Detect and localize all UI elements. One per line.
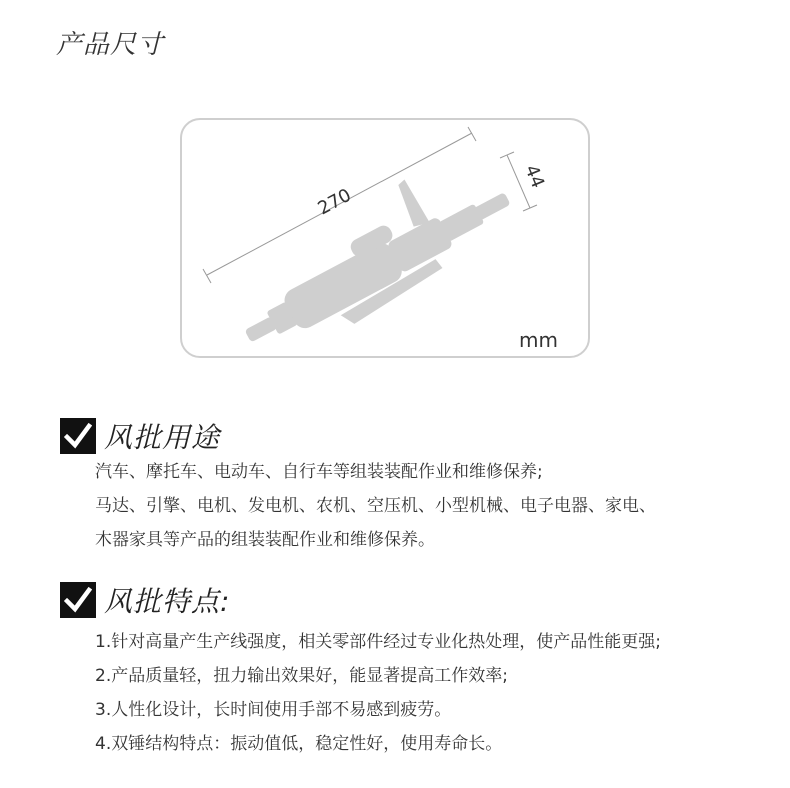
unit-label: mm	[519, 328, 558, 352]
usage-line: 木器家具等产品的组装装配作业和维修保养。	[95, 530, 435, 550]
length-dimension-tick-left	[203, 269, 211, 283]
feature-line: 2.产品质量轻，扭力输出效果好，能显著提高工作效率;	[95, 666, 508, 686]
width-dimension-tick-top	[500, 152, 514, 158]
feature-line: 3.人性化设计，长时间使用手部不易感到疲劳。	[95, 700, 452, 720]
usage-line: 马达、引擎、电机、发电机、农机、空压机、小型机械、电子电器、家电、	[95, 496, 656, 516]
checkmark-icon	[60, 582, 96, 618]
usage-title: 风批用途	[104, 421, 221, 454]
width-label: 44	[520, 162, 549, 192]
length-label: 270	[314, 184, 355, 220]
page-title: 产品尺寸	[56, 30, 165, 60]
features-title: 风批特点:	[104, 585, 231, 618]
usage-text	[95, 455, 656, 557]
features-section-header	[60, 580, 230, 620]
air-screwdriver-illustration	[217, 141, 525, 360]
dimension-diagram	[180, 118, 590, 358]
usage-line: 汽车、摩托车、电动车、自行车等组装装配作业和维修保养;	[95, 462, 543, 482]
width-dimension-tick-bottom	[523, 205, 537, 211]
tool-dimension-svg	[182, 120, 592, 360]
feature-line: 1.针对高量产生产线强度，相关零部件经过专业化热处理，使产品性能更强;	[95, 632, 661, 652]
checkmark-icon	[60, 418, 96, 454]
usage-section-header	[60, 416, 220, 456]
feature-line: 4.双锤结构特点：振动值低，稳定性好，使用寿命长。	[95, 734, 503, 754]
features-text	[95, 625, 661, 761]
